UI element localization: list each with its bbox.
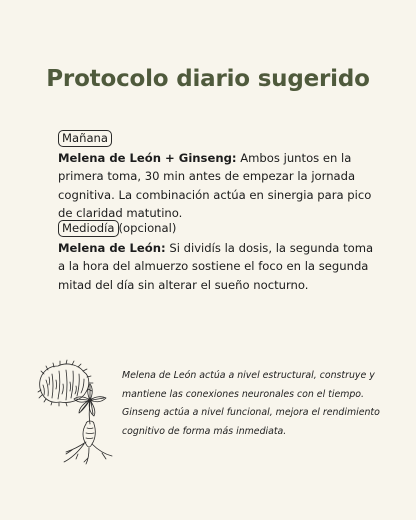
midday-text: Si dividís la dosis, la segunda toma a la hora del almuerzo sostiene el foco en la segunda mitad del día sin alterar el sueño nocturno.	[58, 241, 374, 292]
midday-section	[58, 220, 378, 294]
mushroom-ginseng-illustration-icon	[32, 358, 118, 466]
midday-description	[58, 239, 378, 294]
morning-label: Mañana	[58, 130, 112, 147]
midday-label: Mediodía	[58, 220, 119, 237]
morning-text: Ambos juntos en la primera toma, 30 min antes de empezar la jornada cognitiva. La combinación actúa en sinergia para pico de claridad matutino.	[58, 151, 372, 220]
midday-optional-label: (opcional)	[118, 221, 177, 235]
morning-label-row	[58, 130, 378, 148]
midday-lead: Melena de León:	[58, 241, 166, 255]
note-text	[122, 367, 382, 441]
note-line-1: Melena de León actúa a nivel estructural, construye y mantiene las conexiones neuronales con el tiempo.	[122, 370, 375, 400]
midday-label-row	[58, 220, 378, 238]
morning-description	[58, 149, 378, 222]
morning-lead: Melena de León + Ginseng:	[58, 151, 237, 165]
page-title: Protocolo diario sugerido	[46, 66, 370, 92]
morning-section	[58, 130, 378, 222]
note-line-2: Ginseng actúa a nivel funcional, mejora el rendimiento cognitivo de forma más inmediata.	[122, 407, 380, 437]
